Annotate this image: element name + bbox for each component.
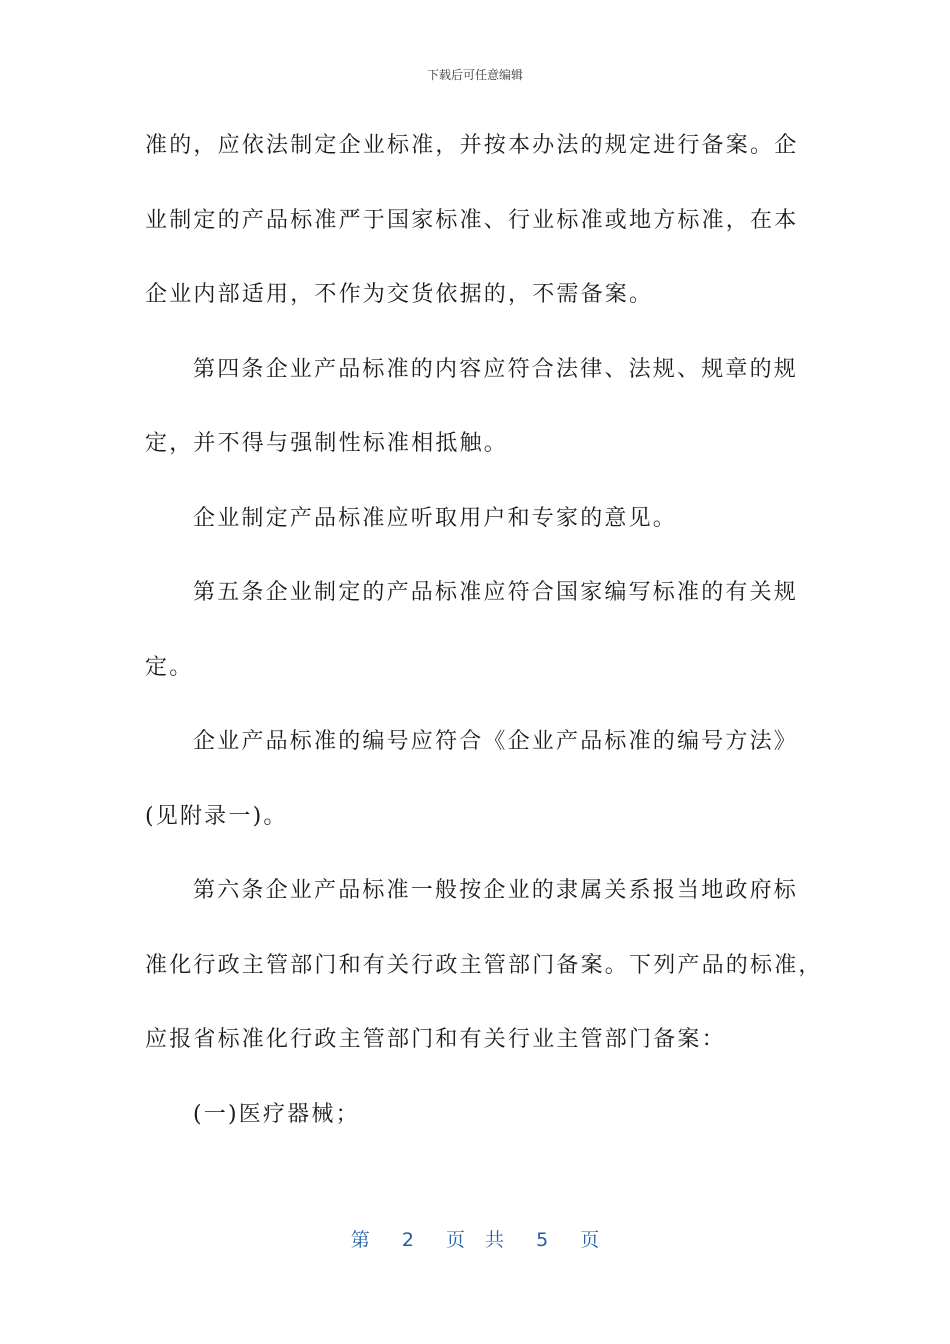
text-line-article-6: 第六条企业产品标准一般按企业的隶属关系报当地政府标 <box>193 878 799 903</box>
text-line-article-4: 第四条企业产品标准的内容应符合法律、法规、规章的规 <box>193 356 799 382</box>
footer-label-ye-gong: 页 共 <box>445 1229 505 1251</box>
page-header-note: 下载后可任意编辑 <box>426 68 523 82</box>
text-line-list-item: (一)医疗器械； <box>193 1101 360 1127</box>
document-body <box>145 130 823 1173</box>
text-line: 准的，应依法制定企业标准，并按本办法的规定进行备案。企 <box>145 133 799 158</box>
text-line: 业制定的产品标准严于国家标准、行业标准或地方标准，在本 <box>145 207 799 233</box>
footer-total-pages: 5 <box>536 1229 549 1251</box>
text-line: 定，并不得与强制性标准相抵触。 <box>145 431 509 456</box>
page-number-footer <box>0 1225 950 1252</box>
text-line: 企业产品标准的编号应符合《企业产品标准的编号方法》 <box>193 729 799 754</box>
text-line: 企业制定产品标准应听取用户和专家的意见。 <box>193 505 678 531</box>
text-line-article-5: 第五条企业制定的产品标准应符合国家编写标准的有关规 <box>193 580 799 605</box>
text-line: 应报省标准化行政主管部门和有关行业主管部门备案： <box>145 1027 726 1052</box>
footer-label-ye: 页 <box>580 1229 600 1251</box>
text-line: 企业内部适用，不作为交货依据的，不需备案。 <box>145 282 654 307</box>
text-line: 定。 <box>145 654 194 680</box>
text-line: 准化行政主管部门和有关行政主管部门备案。下列产品的标准， <box>145 952 823 978</box>
footer-label-di: 第 <box>350 1229 370 1251</box>
text-line: (见附录一)。 <box>145 803 288 829</box>
footer-current-page: 2 <box>401 1229 414 1251</box>
